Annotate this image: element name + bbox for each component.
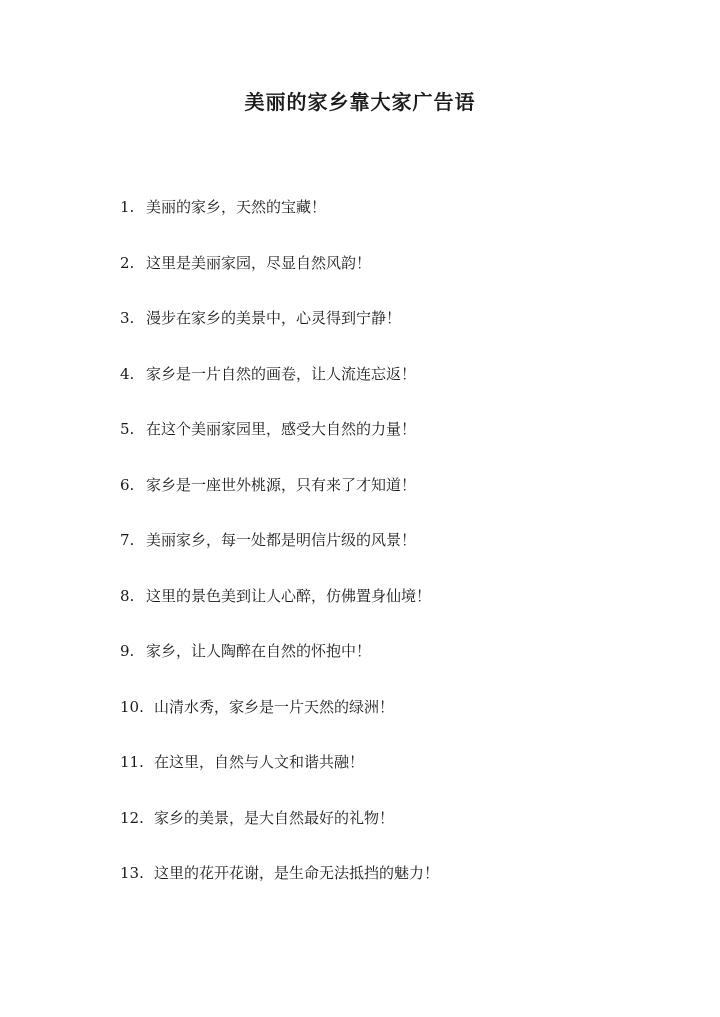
item-text: 家乡是一座世外桃源，只有来了才知道！: [146, 475, 417, 494]
item-number: 5.: [120, 420, 135, 438]
item-text: 漫步在家乡的美景中，心灵得到宁静！: [146, 309, 402, 327]
item-number: 10.: [120, 697, 144, 716]
item-number: 4.: [120, 364, 135, 383]
list-item: [120, 807, 439, 863]
item-number: 3.: [120, 309, 135, 327]
list-item: [120, 196, 439, 252]
item-number: 1.: [120, 198, 135, 216]
item-number: 8.: [120, 586, 135, 605]
list-item: [120, 363, 439, 419]
list-item: [120, 585, 439, 641]
list-item: [120, 640, 439, 696]
item-text: 家乡的美景，是大自然最好的礼物！: [154, 808, 395, 827]
item-number: 11.: [120, 753, 144, 771]
item-text: 家乡，让人陶醉在自然的怀抱中！: [146, 642, 372, 660]
item-number: 13.: [120, 864, 144, 882]
item-text: 在这里，自然与人文和谐共融！: [154, 753, 365, 771]
list-item: [120, 307, 439, 363]
item-number: 7.: [120, 531, 135, 549]
list-item: [120, 252, 439, 308]
list-item: [120, 696, 439, 752]
item-text: 美丽的家乡，天然的宝藏！: [146, 198, 327, 216]
list-item: [120, 418, 439, 474]
list-item: [120, 862, 439, 918]
item-text: 这里的景色美到让人心醉，仿佛置身仙境！: [146, 586, 432, 605]
document-title: 美丽的家乡靠大家广告语: [244, 90, 476, 114]
list-item: [120, 529, 439, 585]
item-text: 美丽家乡，每一处都是明信片级的风景！: [146, 531, 417, 549]
item-number: 12.: [120, 808, 144, 827]
item-text: 家乡是一片自然的画卷，让人流连忘返！: [146, 364, 417, 383]
item-number: 9.: [120, 642, 135, 660]
item-text: 山清水秀，家乡是一片天然的绿洲！: [154, 697, 395, 716]
item-number: 6.: [120, 475, 135, 494]
item-number: 2.: [120, 253, 135, 272]
list-item: [120, 751, 439, 807]
list-item: [120, 474, 439, 530]
slogan-list: [120, 196, 439, 918]
item-text: 在这个美丽家园里，感受大自然的力量！: [146, 420, 417, 438]
item-text: 这里的花开花谢，是生命无法抵挡的魅力！: [154, 864, 440, 882]
item-text: 这里是美丽家园，尽显自然风韵！: [146, 253, 372, 272]
